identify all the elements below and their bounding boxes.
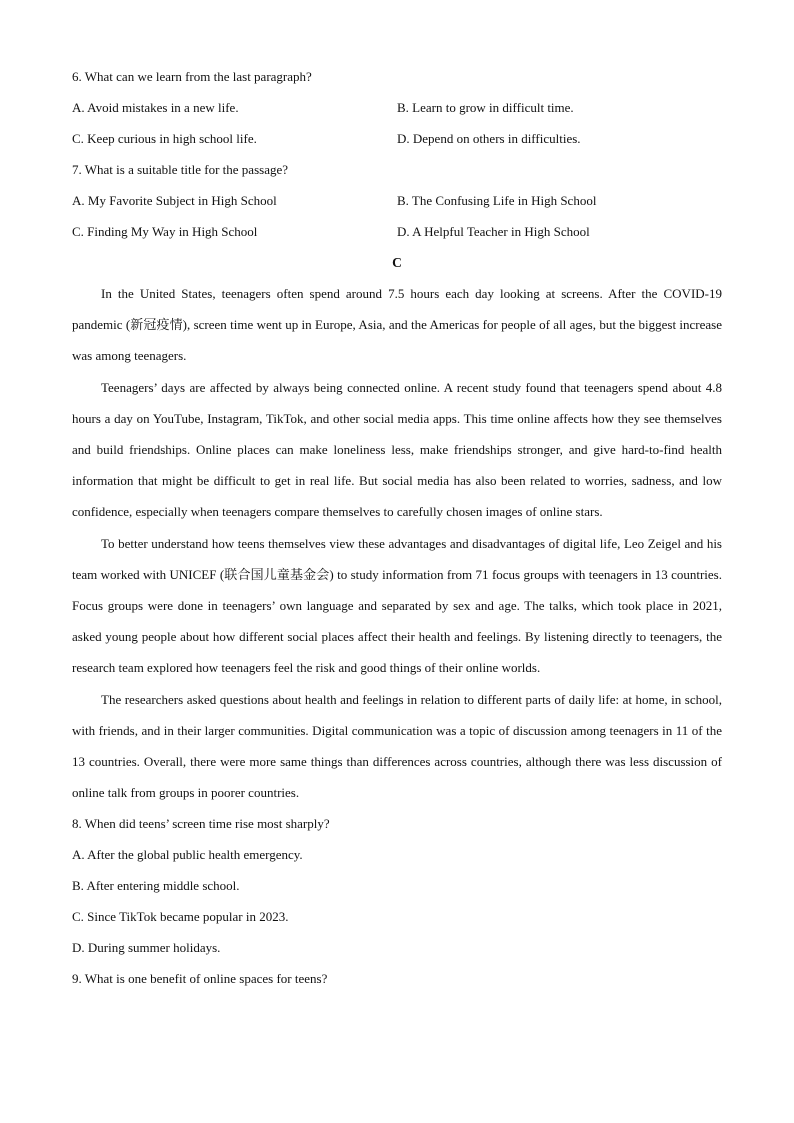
passage-paragraph-3: To better understand how teens themselves view these advantages and disadvantages of digital life, Leo Zeigel and his team worked with UNICEF (联合国儿童基金会) to study information from 71 focus groups with teenagers in 13 countries. Focus groups were done in teenagers’ own language and separated by sex and age. The talks, which took place in 2021, asked young people about how different social places affect their health and feelings. By listening directly to teenagers, the research team explored how teenagers feel the risk and good things of their online worlds.	[72, 535, 722, 676]
question-8-stem: 8. When did teens’ screen time rise most sharply?	[72, 816, 330, 832]
document-page	[72, 61, 722, 994]
question-7-option-c: C. Finding My Way in High School	[72, 224, 258, 239]
question-6-option-c: C. Keep curious in high school life.	[72, 131, 257, 146]
question-7-option-d: D. A Helpful Teacher in High School	[397, 224, 590, 239]
question-8-option-b: B. After entering middle school.	[72, 878, 240, 894]
section-heading: C	[392, 255, 402, 270]
question-6-options-row-1	[72, 92, 722, 123]
question-6-option-a: A. Avoid mistakes in a new life.	[72, 100, 239, 115]
question-7-option-a: A. My Favorite Subject in High School	[72, 193, 277, 208]
passage-paragraph-4: The researchers asked questions about health and feelings in relation to different parts of daily life: at home, in school, with friends, and in their larger communities. Digital communication was a topic of discussion among teenagers in 11 of the 13 countries. Overall, there were more same things than differences across countries, although there was less discussion of online talk from groups in poorer countries.	[72, 691, 722, 801]
question-6-option-d: D. Depend on others in difficulties.	[397, 131, 581, 146]
question-7-stem: 7. What is a suitable title for the passage?	[72, 162, 288, 177]
question-6-stem: 6. What can we learn from the last paragraph?	[72, 69, 312, 84]
question-8-option-d: D. During summer holidays.	[72, 940, 221, 956]
question-7-option-b: B. The Confusing Life in High School	[397, 193, 597, 208]
passage-paragraph-1: In the United States, teenagers often spend around 7.5 hours each day looking at screens. After the COVID-19 pandemic (新冠疫情), screen time went up in Europe, Asia, and the Americas for people of all ages, but the biggest increase was among teenagers.	[72, 286, 722, 364]
question-7-options-row-2	[72, 216, 722, 247]
question-6-option-b: B. Learn to grow in difficult time.	[397, 100, 574, 115]
question-9-stem: 9. What is one benefit of online spaces for teens?	[72, 971, 328, 987]
question-6-options-row-2	[72, 123, 722, 154]
question-7-options-row-1	[72, 185, 722, 216]
question-8-option-a: A. After the global public health emergency.	[72, 847, 303, 863]
passage-paragraph-2: Teenagers’ days are affected by always being connected online. A recent study found that teenagers spend about 4.8 hours a day on YouTube, Instagram, TikTok, and other social media apps. This time online affects how they see themselves and build friendships. Online places can make loneliness less, make friendships stronger, and give hard-to-find health information that might be difficult to get in real life. But social media has also been related to worries, sadness, and low confidence, especially when teenagers compare themselves to carefully chosen images of online stars.	[72, 379, 722, 520]
question-8-option-c: C. Since TikTok became popular in 2023.	[72, 909, 289, 925]
